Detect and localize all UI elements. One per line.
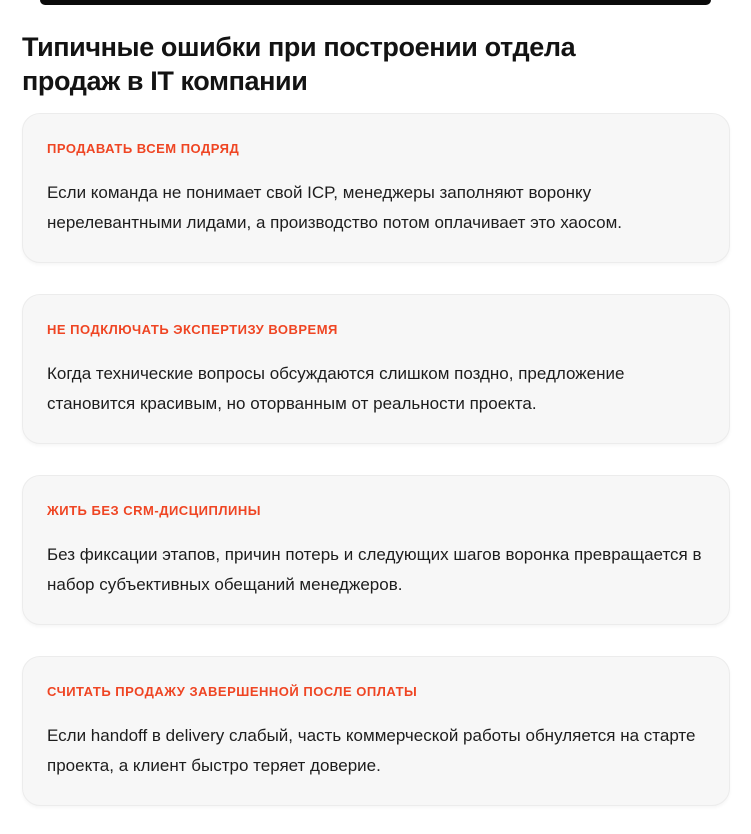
mistake-card-late-expertise — [22, 294, 730, 444]
mistake-card-sale-ends-at-payment — [22, 656, 730, 806]
card-body-text: Если handoff в delivery слабый, часть коммерческой работы обнуляется на старте проекта, а клиент быстро теряет доверие. — [47, 726, 696, 775]
card-title: ПРОДАВАТЬ ВСЕМ ПОДРЯД — [47, 141, 240, 156]
page-title: Типичные ошибки при построении отдела продаж в IT компании — [22, 32, 576, 96]
card-body-text: Когда технические вопросы обсуждаются слишком поздно, предложение становится красивым, но оторванным от реальности проекта. — [47, 364, 625, 413]
mistakes-card-list — [22, 113, 730, 806]
previous-section-edge — [40, 0, 711, 5]
card-body-text: Если команда не понимает свой ICP, менеджеры заполняют воронку нерелевантными лидами, а производство потом оплачивает это хаосом. — [47, 183, 622, 232]
card-title: ЖИТЬ БЕЗ CRM-ДИСЦИПЛИНЫ — [47, 503, 261, 518]
card-body-text: Без фиксации этапов, причин потерь и следующих шагов воронка превращается в набор субъективных обещаний менеджеров. — [47, 545, 702, 594]
card-title: СЧИТАТЬ ПРОДАЖУ ЗАВЕРШЕННОЙ ПОСЛЕ ОПЛАТЫ — [47, 684, 418, 699]
mistake-card-no-crm-discipline — [22, 475, 730, 625]
card-title: НЕ ПОДКЛЮЧАТЬ ЭКСПЕРТИЗУ ВОВРЕМЯ — [47, 322, 338, 337]
mistake-card-sell-to-everyone — [22, 113, 730, 263]
